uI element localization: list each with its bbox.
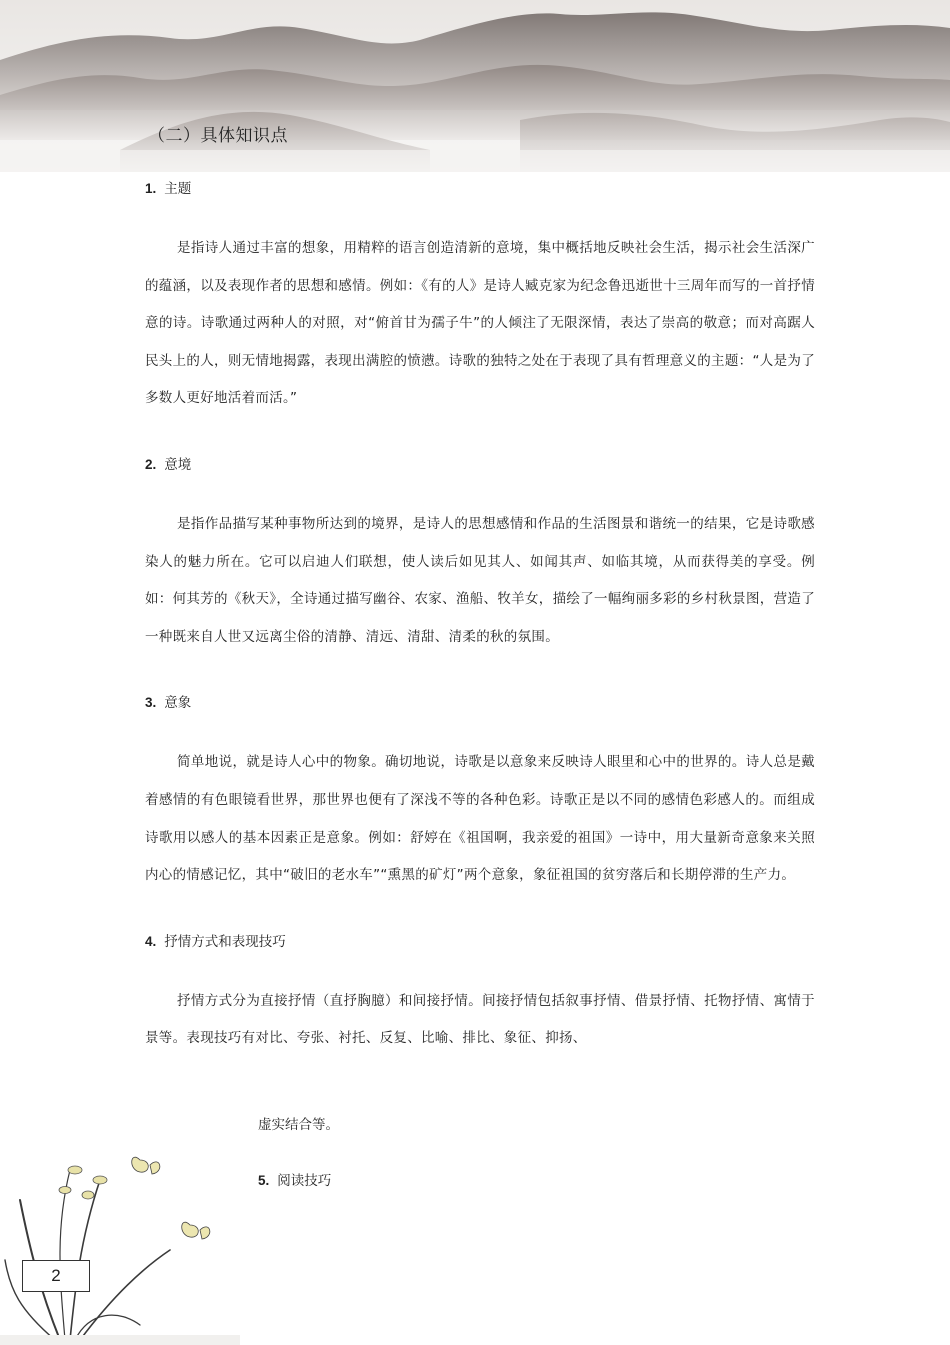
section-3 [145,692,815,894]
section-1 [145,178,815,418]
section-number: 1. [145,181,157,196]
header-banner [0,0,950,172]
section-heading [145,454,815,476]
section-heading-text: 意象 [164,695,192,712]
section-paragraph: 是指作品描写某种事物所达到的境界，是诗人的思想感情和作品的生活图景和谐统一的结果，它是诗歌感染人的魅力所在。它可以启迪人们联想，使人读后如见其人、如闻其声、如临其境，从而获得美的享受。例如：何其芳的《秋天》，全诗通过描写幽谷、农家、渔船、牧羊女，描绘了一幅绚丽多彩的乡村秋景图，营造了一种既来自人世又远离尘俗的清静、清远、清甜、清柔的秋的氛围。 [145,515,815,645]
section-heading-text: 意境 [164,456,192,473]
section-heading [145,692,815,714]
section-paragraph: 抒情方式分为直接抒情（直抒胸臆）和间接抒情。间接抒情包括叙事抒情、借景抒情、托物抒情、寓情于景等。表现技巧有对比、夸张、衬托、反复、比喻、排比、象征、抑扬、 [145,992,815,1047]
section-paragraph: 是指诗人通过丰富的想象，用精粹的语言创造清新的意境，集中概括地反映社会生活，揭示社会生活深广的蕴涵，以及表现作者的思想和感情。例如：《有的人》是诗人臧克家为纪念鲁迅逝世十三周年而写的一首抒情意的诗。诗歌通过两种人的对照，对“俯首甘为孺子牛”的人倾注了无限深情，表达了崇高的敬意；而对高踞人民头上的人，则无情地揭露，表现出满腔的愤懑。诗歌的独特之处在于表现了具有哲理意义的主题：“人是为了多数人更好地活着而活。” [145,240,815,407]
section-heading-text: 主题 [164,181,192,197]
section-heading-text: 抒情方式和表现技巧 [164,933,286,950]
section-number: 3. [145,695,157,711]
document-body [145,178,815,1058]
section-4 [145,931,815,1058]
section-2 [145,454,815,656]
page-number: 2 [22,1260,90,1292]
section-number: 4. [145,933,157,949]
section-title: （二）具体知识点 [148,126,288,146]
section-heading-text: 阅读技巧 [277,1173,332,1189]
section-number: 2. [145,456,157,472]
butterfly-icon [132,1157,160,1174]
orchid-butterfly-decoration [0,1140,240,1345]
section-4-tail-text: 虚实结合等。 [258,1117,339,1133]
mountain-landscape-image [0,0,950,172]
section-heading [145,931,815,953]
butterfly-icon [182,1222,210,1239]
section-5-heading [258,1169,331,1189]
section-number: 5. [258,1173,270,1188]
section-heading [145,178,815,200]
section-paragraph: 简单地说，就是诗人心中的物象。确切地说，诗歌是以意象来反映诗人眼里和心中的世界的。诗人总是戴着感情的有色眼镜看世界，那世界也便有了深浅不等的各种色彩。诗歌正是以不同的感情色彩感人的。而组成诗歌用以感人的基本因素正是意象。例如：舒婷在《祖国啊，我亲爱的祖国》一诗中，用大量新奇意象来关照内心的情感记忆，其中“破旧的老水车”“熏黑的矿灯”两个意象，象征祖国的贫穷落后和长期停滞的生产力。 [145,754,815,884]
